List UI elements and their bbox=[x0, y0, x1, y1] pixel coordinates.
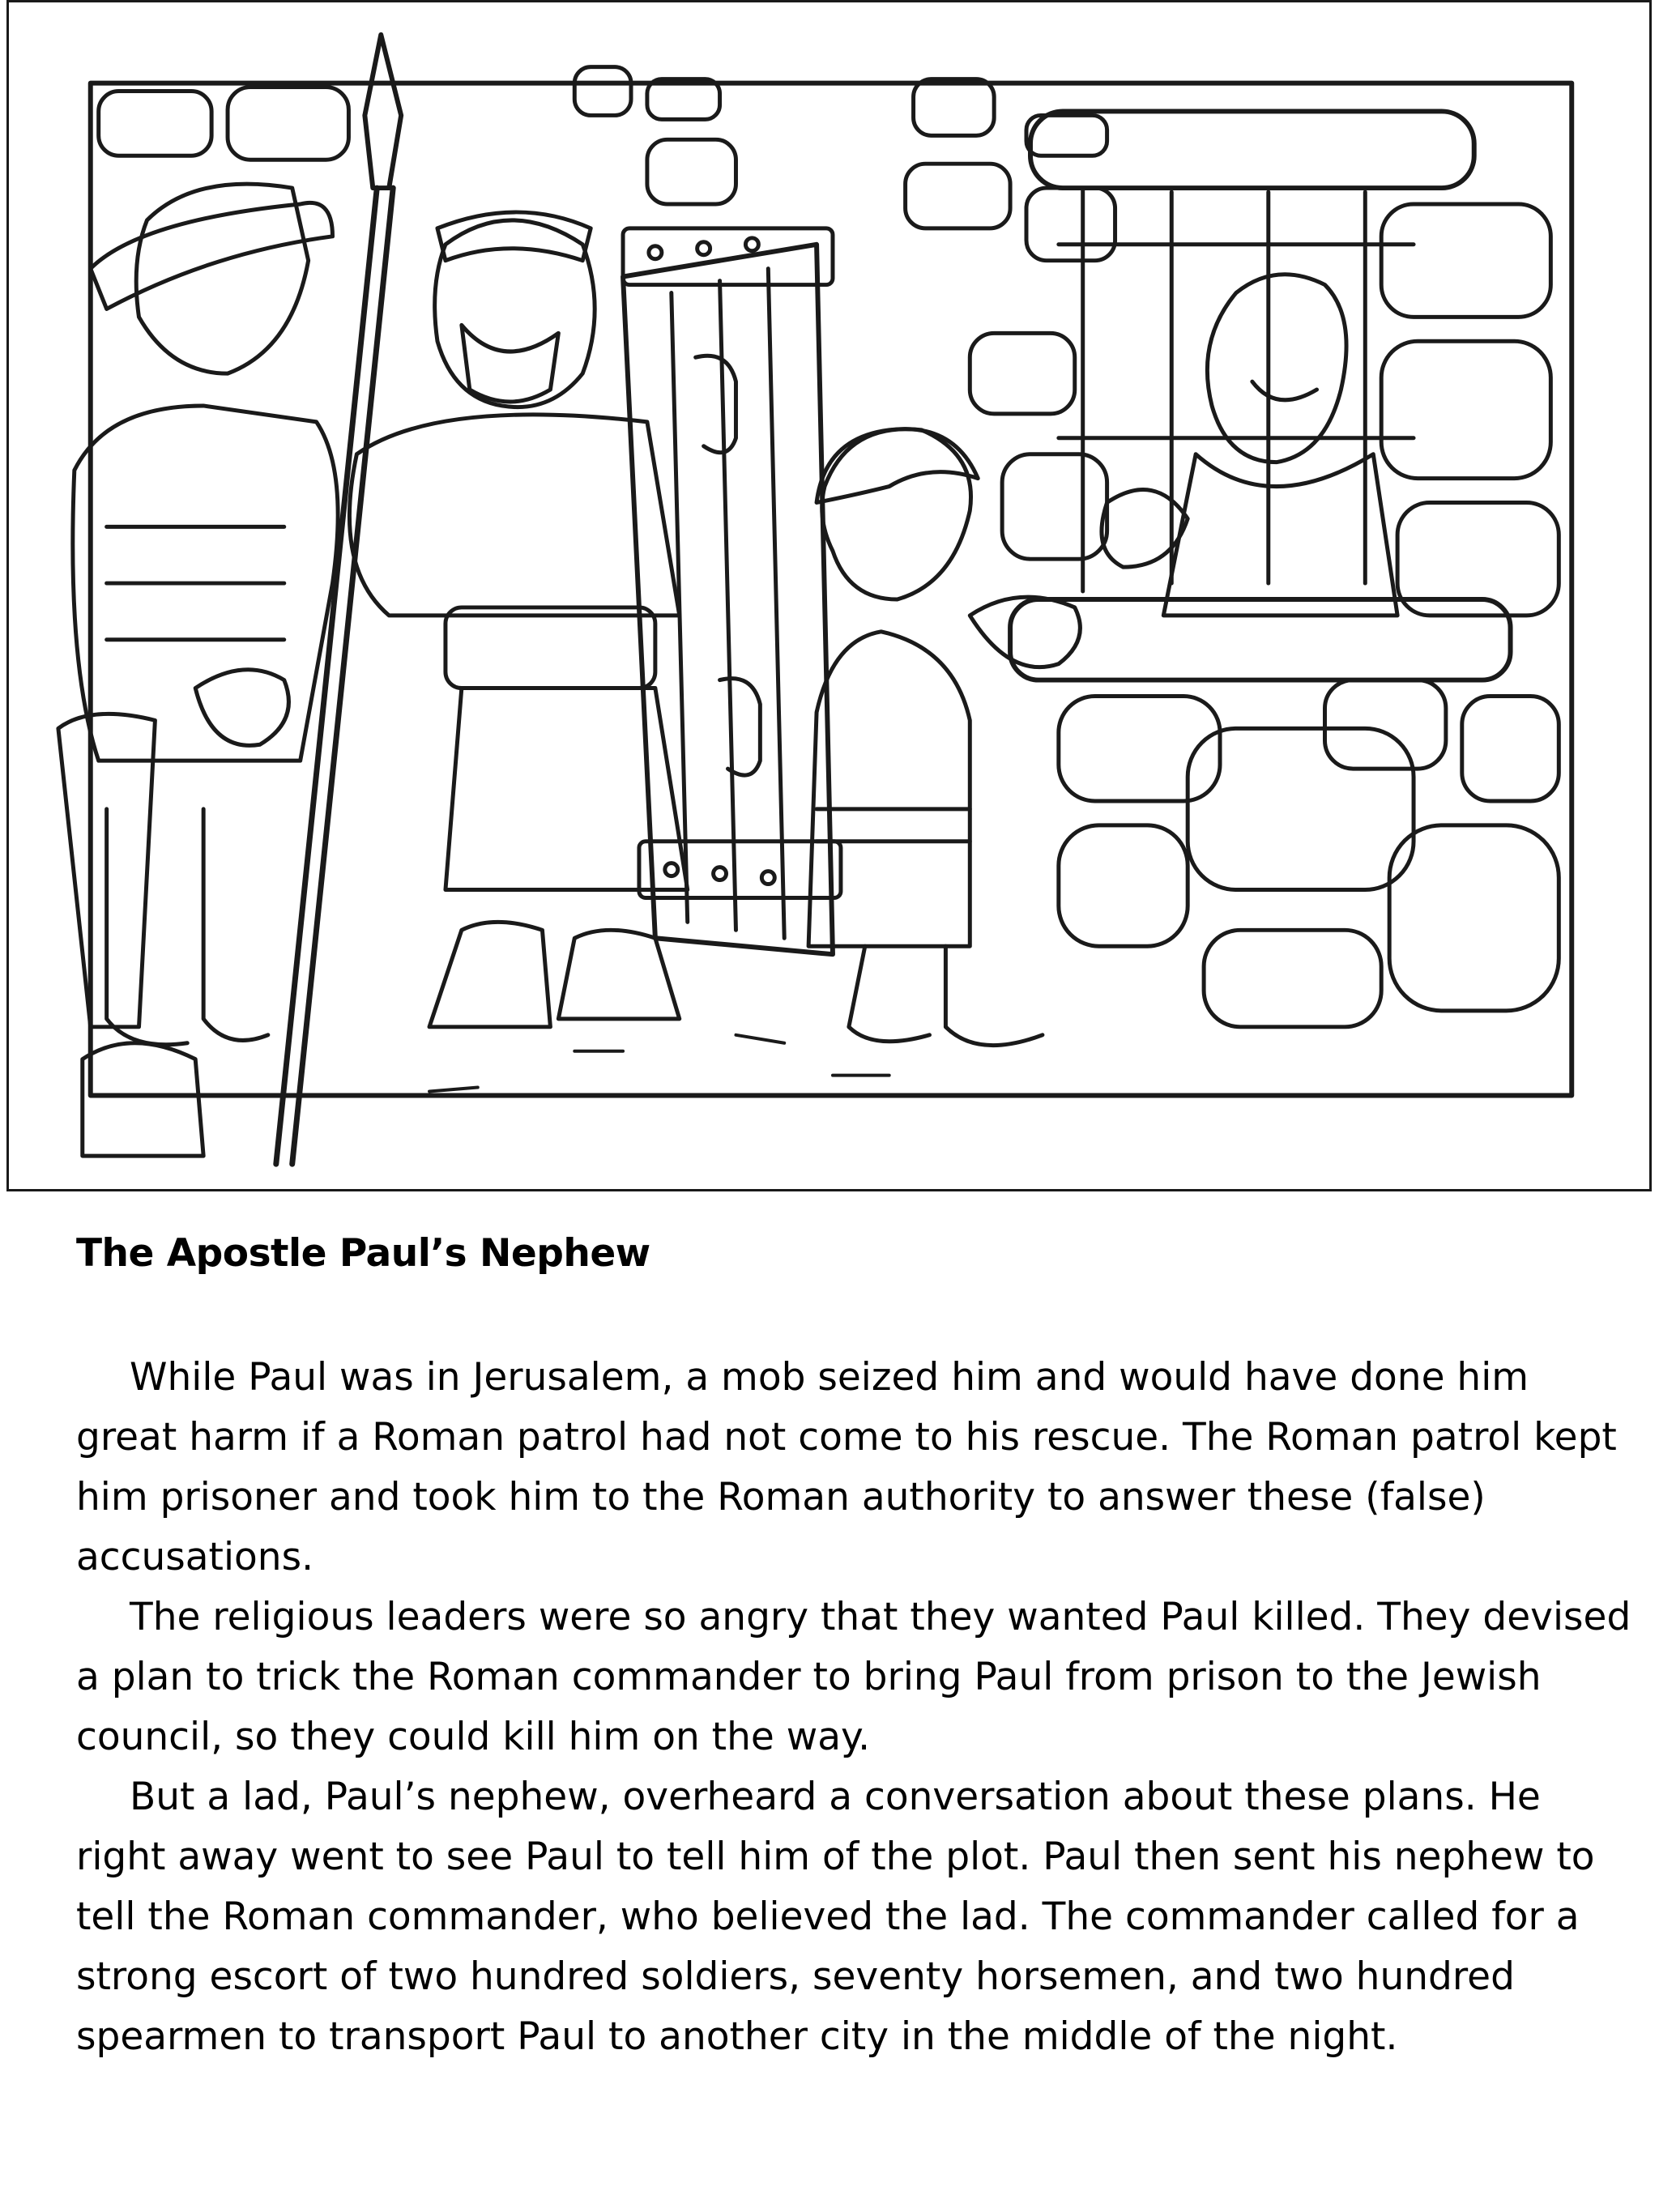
jewish-elder bbox=[349, 212, 687, 1027]
story-text bbox=[76, 1348, 1631, 2067]
page-title: The Apostle Paul’s Nephew bbox=[76, 1231, 650, 1276]
prison-door bbox=[623, 228, 841, 954]
ground-marks bbox=[429, 1035, 889, 1092]
prison-window bbox=[1010, 111, 1510, 680]
story-paragraph: While Paul was in Jerusalem, a mob seized him and would have done him great harm if a Roman patrol had not come to his rescue. The Roman patrol kept him prisoner and took him to the Roman authority to answer these (false) accusations. bbox=[76, 1355, 1617, 1579]
roman-soldier bbox=[58, 184, 338, 1156]
story-paragraph: But a lad, Paul’s nephew, overheard a conversation about these plans. He right away went to see Paul to tell him of the plot. Paul then sent his nephew to tell the Roman commander, who believed the lad. The commander called for a strong escort of two hundred soldiers, seventy horsemen, and two hundred spearmen to transport Paul to another city in the middle of the night. bbox=[76, 1775, 1595, 2059]
paul-prisoner bbox=[1102, 275, 1397, 616]
coloring-illustration bbox=[6, 0, 1652, 1191]
story-paragraph: The religious leaders were so angry that they wanted Paul killed. They devised a plan to trick the Roman commander to bring Paul from prison to the Jewish council, so they could kill him on the way. bbox=[76, 1595, 1631, 1759]
boy bbox=[808, 429, 1080, 1046]
prison-scene-drawing bbox=[9, 2, 1649, 1189]
